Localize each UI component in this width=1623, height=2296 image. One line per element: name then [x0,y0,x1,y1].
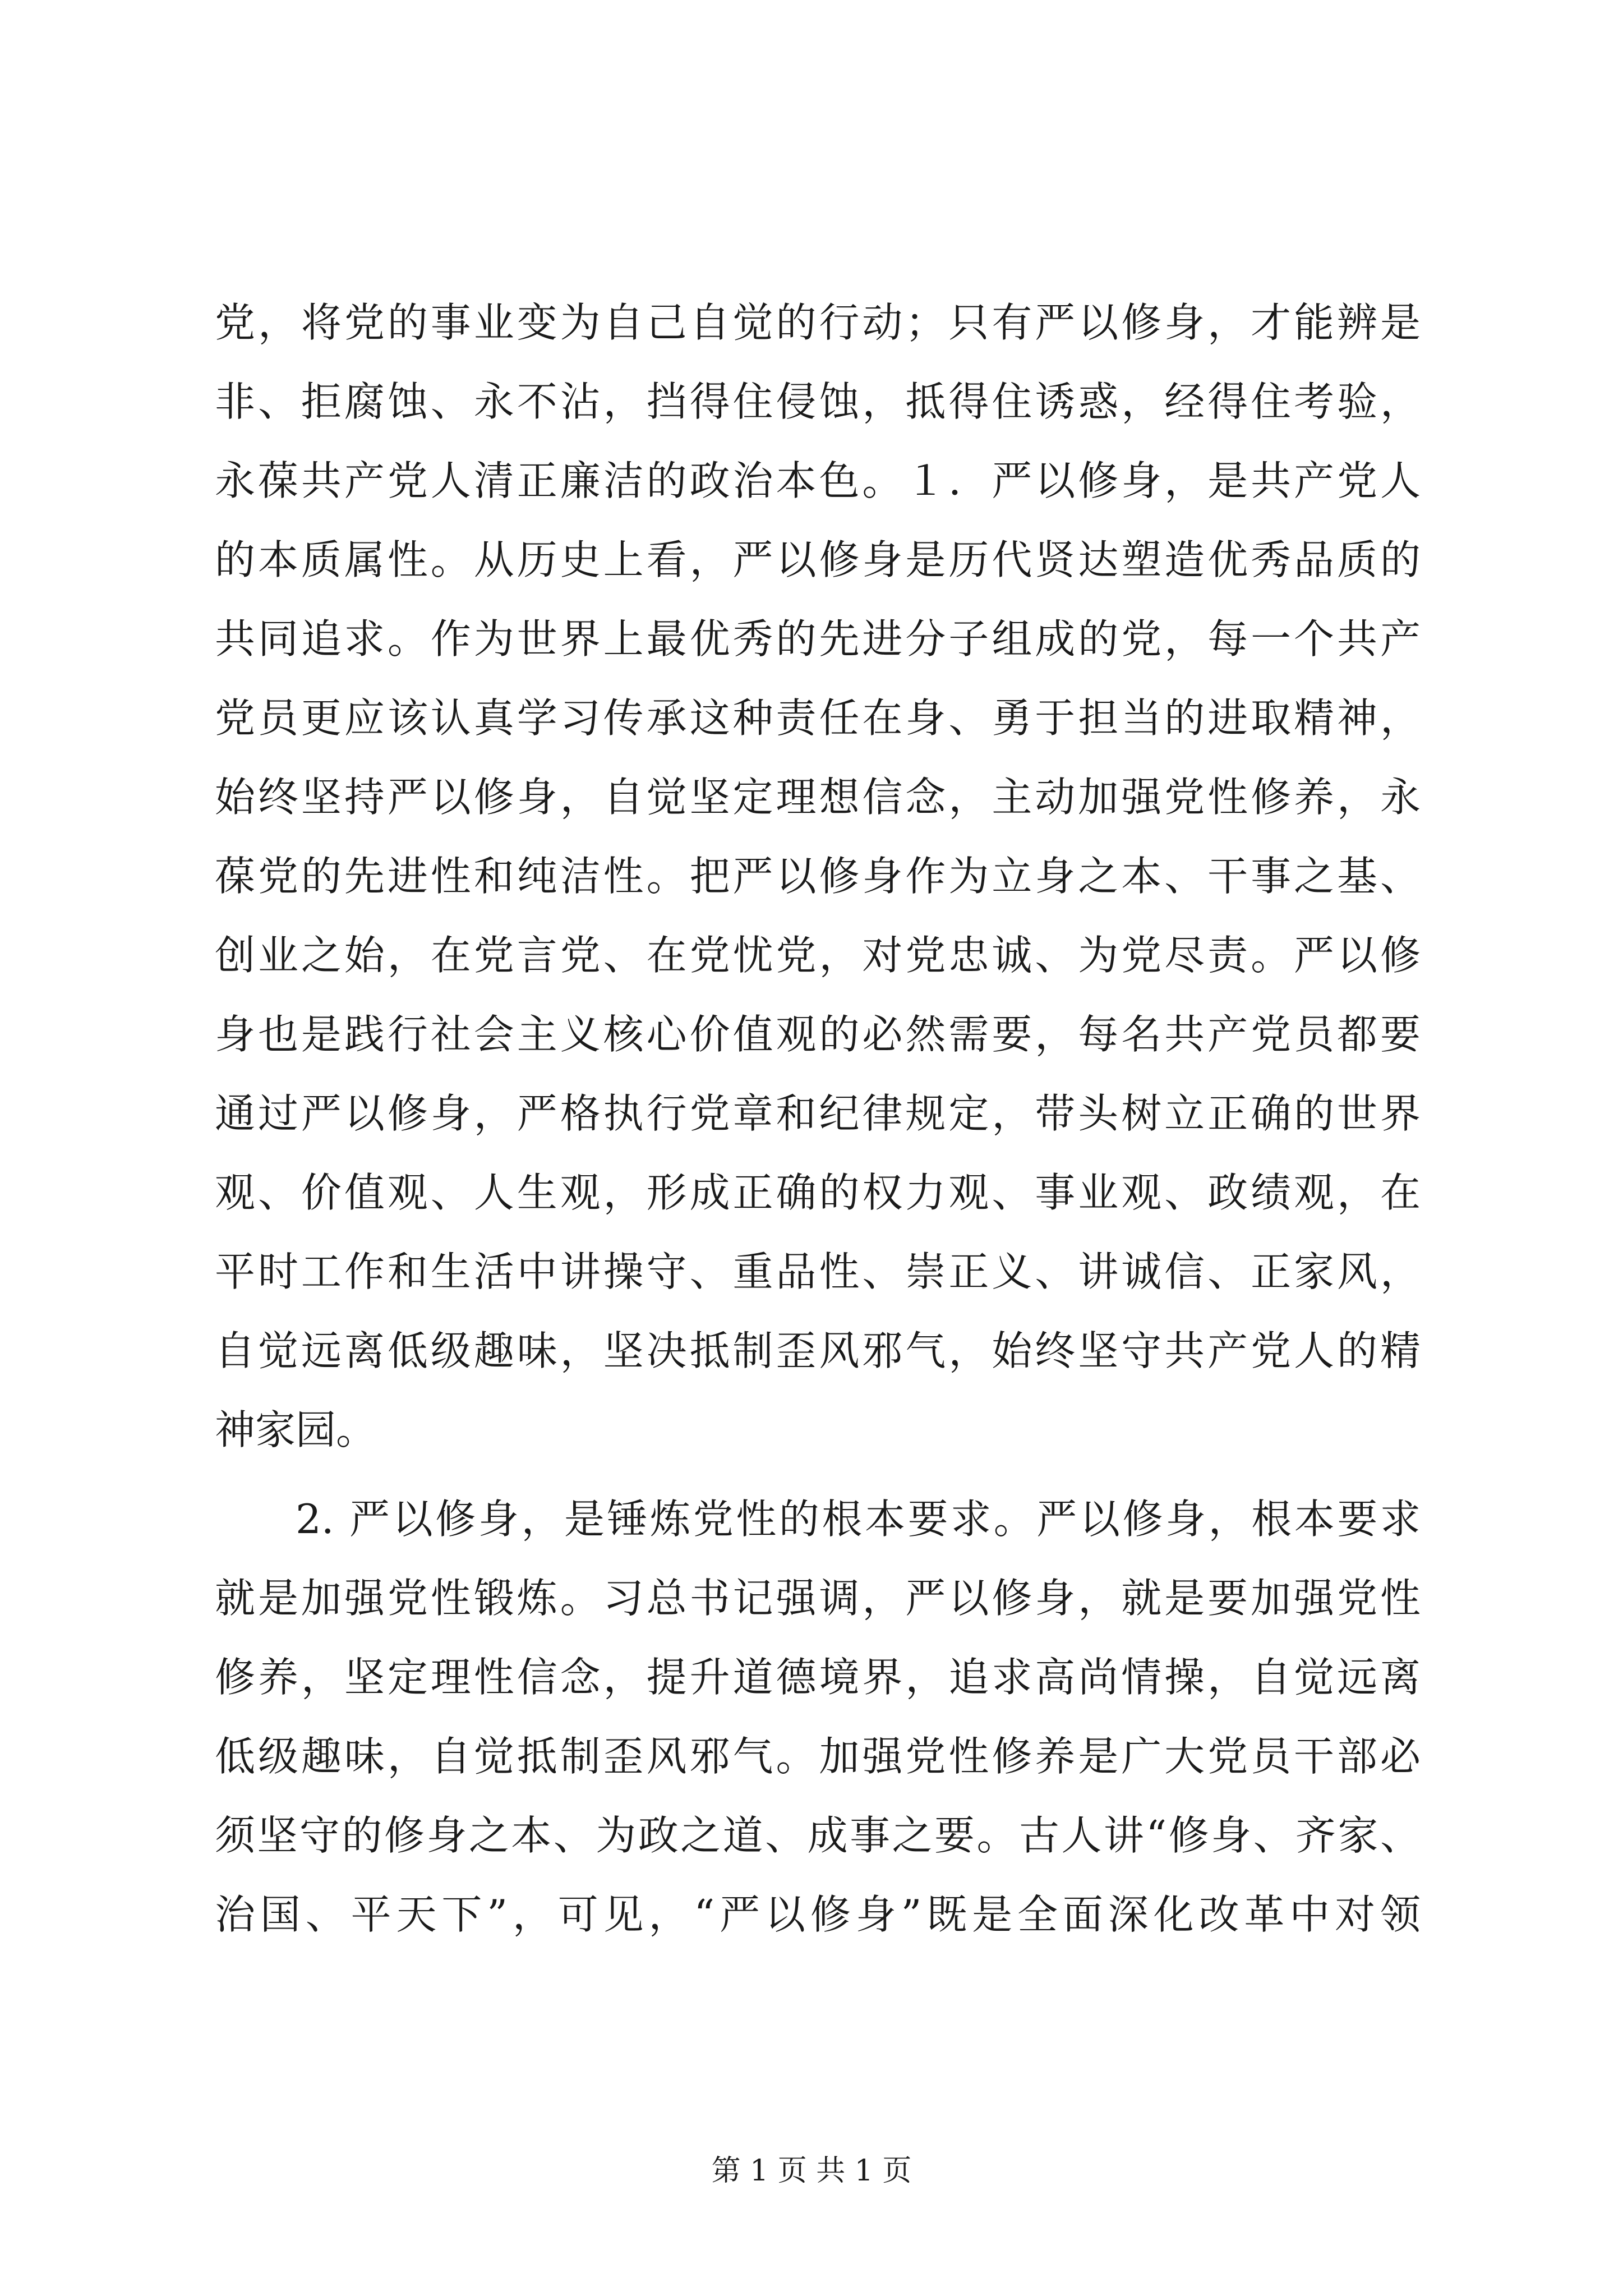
paragraph-1-line-4: 的本质属性。从历史上看，严以修身是历代贤达塑造优秀品质的 [215,536,1421,583]
paragraph-1-line-1: 党，将党的事业变为自己自觉的行动；只有严以修身，才能辨是 [215,299,1421,346]
paragraph-1-line-10: 身也是践行社会主义核心价值观的必然需要，每名共产党员都要 [215,1011,1421,1058]
paragraph-1-line-11: 通过严以修身，严格执行党章和纪律规定，带头树立正确的世界 [215,1090,1421,1137]
paragraph-1-line-7: 始终坚持严以修身，自觉坚定理想信念，主动加强党性修养，永 [215,774,1421,821]
paragraph-2-line-4: 低级趣味，自觉抵制歪风邪气。加强党性修养是广大党员干部必 [215,1733,1421,1780]
paragraph-2-line-6: 治国、平天下”，可见，“严以修身”既是全面深化改革中对领 [215,1891,1421,1938]
page-footer: 第 1 页 共 1 页 [711,2154,912,2188]
paragraph-1-line-13: 平时工作和生活中讲操守、重品性、崇正义、讲诚信、正家风， [215,1248,1421,1295]
paragraph-2-line-1: 2. 严以修身，是锤炼党性的根本要求。严以修身，根本要求 [296,1496,1421,1543]
paragraph-2-line-2: 就是加强党性锻炼。习总书记强调，严以修身，就是要加强党性 [215,1575,1421,1622]
paragraph-1-line-2: 非、拒腐蚀、永不沾，挡得住侵蚀，抵得住诱惑，经得住考验， [215,378,1421,425]
paragraph-1-line-15: 神家园。 [215,1406,377,1453]
paragraph-1-line-6: 党员更应该认真学习传承这种责任在身、勇于担当的进取精神， [215,694,1421,742]
paragraph-1-line-9: 创业之始，在党言党、在党忧党，对党忠诚、为党尽责。严以修 [215,932,1421,979]
paragraph-1-line-5: 共同追求。作为世界上最优秀的先进分子组成的党，每一个共产 [215,615,1421,662]
paragraph-2-line-3: 修养，坚定理性信念，提升道德境界，追求高尚情操，自觉远离 [215,1654,1421,1701]
paragraph-1-line-14: 自觉远离低级趣味，坚决抵制歪风邪气，始终坚守共产党人的精 [215,1327,1421,1374]
paragraph-1-line-3: 永葆共产党人清正廉洁的政治本色。１．严以修身，是共产党人 [215,457,1421,504]
paragraph-1-line-8: 葆党的先进性和纯洁性。把严以修身作为立身之本、干事之基、 [215,853,1421,900]
paragraph-1-line-12: 观、价值观、人生观，形成正确的权力观、事业观、政绩观，在 [215,1169,1421,1216]
paragraph-2-line-5: 须坚守的修身之本、为政之道、成事之要。古人讲“修身、齐家、 [215,1812,1421,1859]
